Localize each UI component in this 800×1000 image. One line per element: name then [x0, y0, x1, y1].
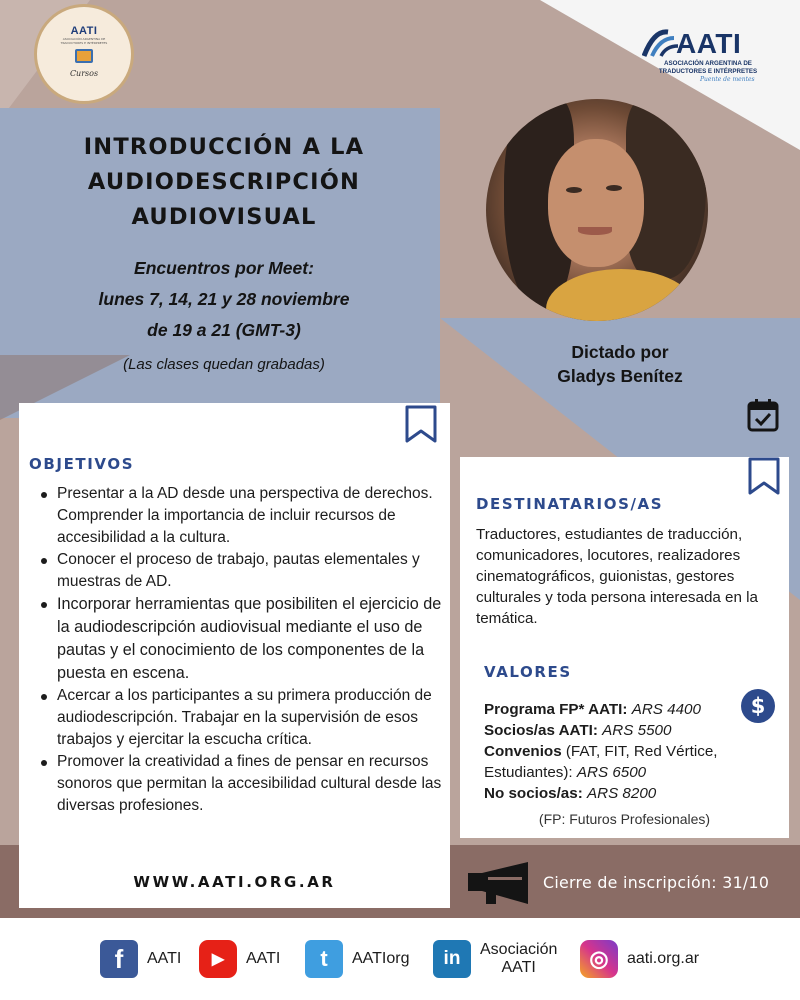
courses-badge: [34, 4, 134, 104]
logo-subtitle: [642, 60, 774, 76]
social-youtube[interactable]: [199, 918, 280, 1000]
social-label-line[interactable]: Asociación: [480, 941, 558, 958]
aati-logo: [642, 26, 772, 88]
youtube-icon[interactable]: ▶: [199, 940, 237, 978]
logo-tagline: Puente de mentes: [700, 76, 755, 83]
price-value: ARS 6500: [576, 764, 647, 781]
price-value: ARS 8200: [586, 785, 657, 802]
schedule: [34, 258, 414, 351]
objetivos-list: [37, 483, 442, 817]
facebook-icon[interactable]: f: [100, 940, 138, 978]
social-instagram[interactable]: [580, 918, 699, 1000]
schedule-line: lunes 7, 14, 21 y 28 noviembre: [98, 289, 350, 309]
price-list: [484, 699, 774, 804]
photo-face: [548, 139, 644, 267]
destinatarios-card: [460, 457, 789, 838]
instructor-credit: [520, 340, 720, 388]
list-item: Acercar a los participantes a su primera producción de audiodescripción. Trabajar en la supervisión de esos trabajos y ejercitar la escucha crítica.: [37, 685, 442, 751]
title-line: INTRODUCCIÓN A LA: [83, 134, 365, 160]
instructor-name: Gladys Benítez: [557, 366, 683, 386]
linkedin-icon[interactable]: in: [433, 940, 471, 978]
instructor-photo: [486, 99, 708, 321]
instructor-label: Dictado por: [571, 342, 669, 362]
valores-heading: VALORES: [484, 663, 572, 681]
social-footer: [0, 918, 800, 1000]
price-item: [484, 741, 774, 783]
list-item: Conocer el proceso de trabajo, pautas elementales y muestras de AD.: [37, 549, 442, 593]
computer-icon: [75, 49, 93, 63]
list-item: Presentar a la AD desde una perspectiva de derechos. Comprender la importancia de incluir recursos de accesibilidad a la cultura.: [37, 483, 442, 549]
price-value: ARS 5500: [602, 722, 672, 739]
enrollment-deadline: Cierre de inscripción: 31/10: [543, 873, 770, 892]
price-label: No socios/as:: [484, 785, 583, 802]
bookmark-icon: [405, 405, 437, 443]
photo-eye: [606, 185, 622, 191]
title-line: AUDIODESCRIPCIÓN: [87, 169, 361, 195]
bookmark-icon: [748, 457, 780, 495]
photo-eye: [566, 187, 582, 193]
objetivos-card: [19, 403, 450, 908]
website-link[interactable]: WWW.AATI.ORG.AR: [133, 873, 336, 891]
logo-subtitle-line: ASOCIACIÓN ARGENTINA DE: [664, 60, 752, 67]
social-twitter[interactable]: [305, 918, 410, 1000]
twitter-icon[interactable]: t: [305, 940, 343, 978]
social-label[interactable]: [480, 941, 557, 977]
list-item: Incorporar herramientas que posibiliten el ejercicio de la audiodescripción audiovisual mediante el uso de pautas y el conocimiento de los componentes de la puesta en escena.: [37, 593, 442, 685]
badge-logo-text: AATI: [70, 25, 98, 37]
logo-name: AATI: [676, 28, 742, 59]
logo-subtitle-line: TRADUCTORES E INTÉRPRETES: [658, 67, 758, 75]
recorded-note: (Las clases quedan grabadas): [123, 356, 325, 373]
dollar-icon: $: [741, 689, 775, 723]
price-label: Socios/as AATI:: [484, 722, 598, 739]
megaphone-icon: [466, 860, 534, 906]
calendar-check-icon: [747, 398, 779, 432]
price-value: ARS 4400: [631, 701, 701, 718]
objetivos-heading: OBJETIVOS: [29, 455, 135, 473]
course-title: [34, 130, 414, 235]
list-item: Promover la creatividad a fines de pensar en recursos sonoros que permitan la accesibilidad cultural desde las diversas profesiones.: [37, 751, 442, 817]
price-detail: (FAT, FIT, Red Vértice, Estudiantes):: [484, 743, 718, 781]
badge-subtitle: ASOCIACIÓN ARGENTINA DE TRADUCTORES E INTÉRPRETES: [60, 37, 108, 45]
title-line: AUDIOVISUAL: [131, 204, 317, 230]
price-label: Programa FP* AATI:: [484, 701, 628, 718]
badge-caption: Cursos: [69, 69, 99, 79]
social-facebook[interactable]: [100, 918, 181, 1000]
price-footnote: (FP: Futuros Profesionales): [538, 811, 711, 827]
social-label[interactable]: AATI: [147, 950, 182, 967]
social-label[interactable]: aati.org.ar: [627, 950, 700, 967]
schedule-line: Encuentros por Meet:: [134, 258, 314, 278]
price-label: Convenios: [484, 743, 562, 760]
destinatarios-heading: DESTINATARIOS/AS: [476, 495, 664, 513]
social-linkedin[interactable]: [433, 918, 557, 1000]
instagram-icon[interactable]: ◎: [580, 940, 618, 978]
social-label[interactable]: AATI: [246, 950, 281, 967]
destinatarios-text: Traductores, estudiantes de traducción, comunicadores, locutores, realizadores cinematográficos, guionistas, gestores culturales y toda persona interesada en la temática.: [476, 526, 758, 627]
photo-mouth: [578, 227, 612, 235]
price-item: [484, 699, 774, 720]
schedule-line: de 19 a 21 (GMT-3): [147, 320, 301, 340]
social-label-line[interactable]: AATI: [501, 959, 536, 976]
price-item: [484, 783, 774, 804]
social-label[interactable]: AATIorg: [352, 950, 410, 967]
price-item: [484, 720, 774, 741]
